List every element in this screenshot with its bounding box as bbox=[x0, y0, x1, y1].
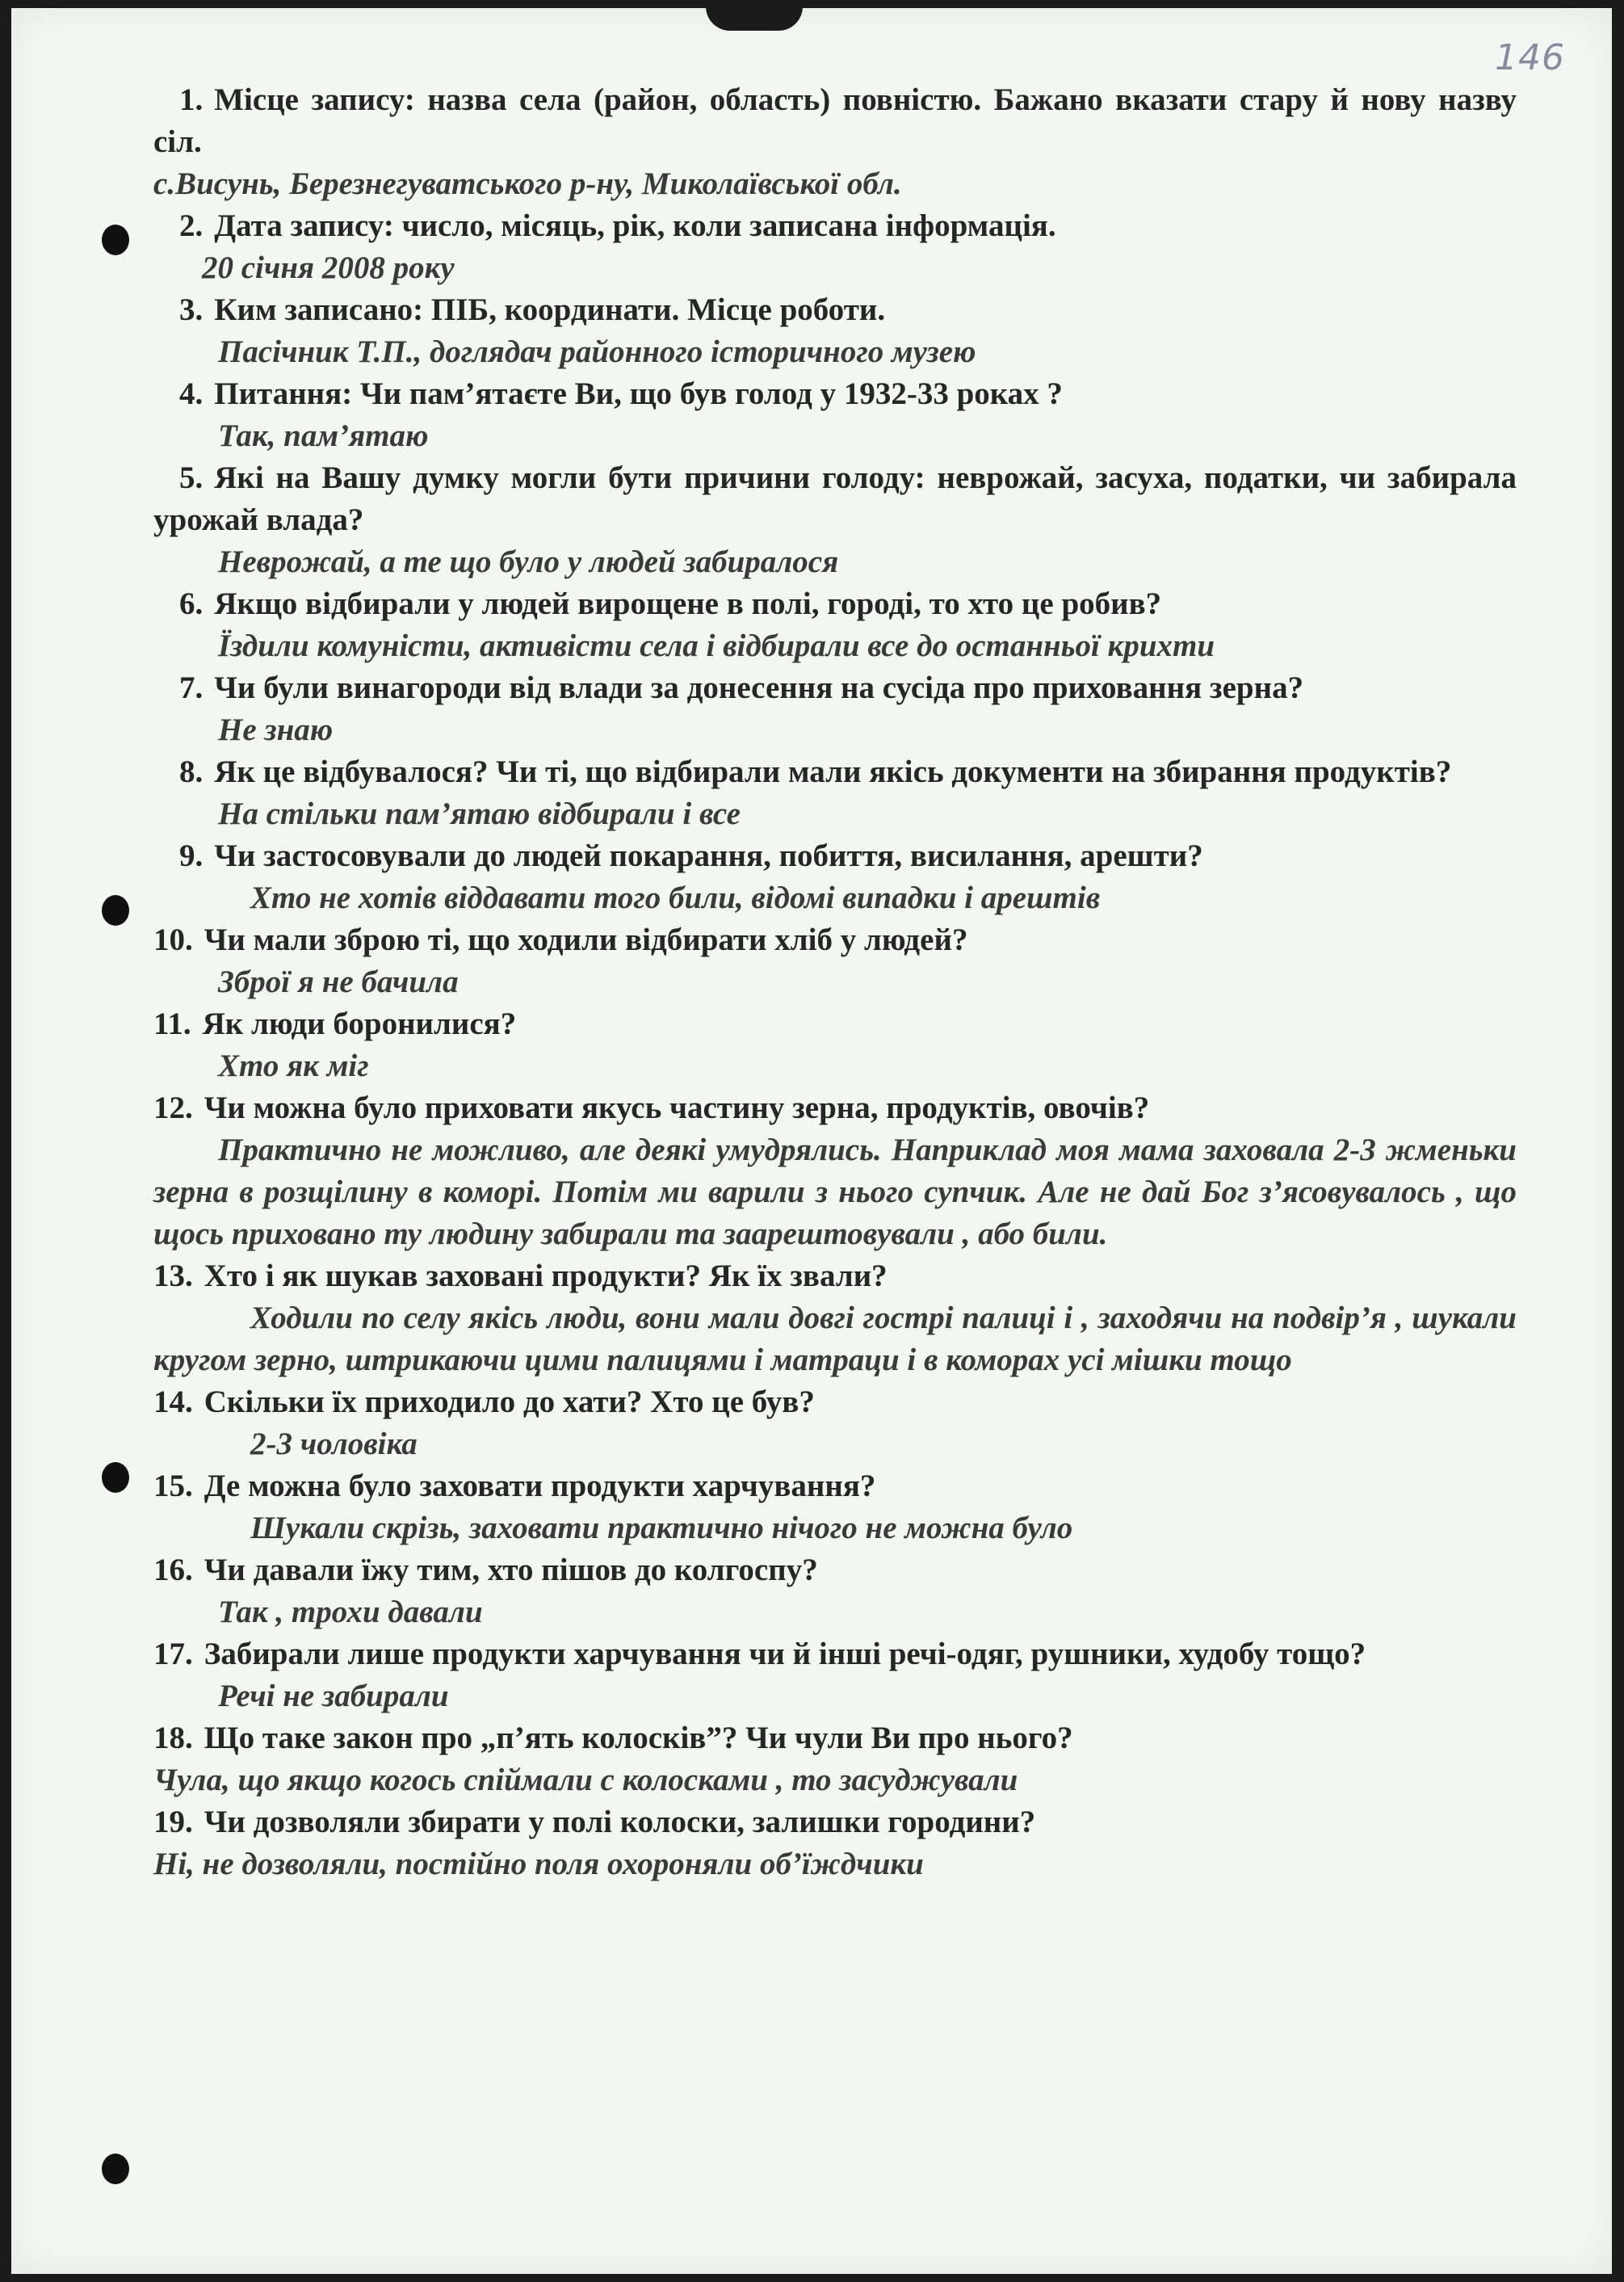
answer: Хто як міг bbox=[218, 1049, 369, 1083]
question: 10. Чи мали зброю ті, що ходили відбирати хліб у людей? bbox=[153, 922, 968, 957]
question: 17. Забирали лише продукти харчування чи й інші речі-одяг, рушники, худобу тощо? bbox=[153, 1637, 1366, 1671]
answer: 2-3 чоловіка bbox=[250, 1427, 418, 1461]
answer: Практично не можливо, але деякі умудрялись. Наприклад моя мама заховала 2-3 жменьки зерна в розщілину в коморі. Потім ми варили з нього супчик. Але не дай Бог з’ясовувалось , що щось приховано ту людину забирали та заарештовували , або били. bbox=[153, 1133, 1517, 1251]
question: 16. Чи давали їжу тим, хто пішов до колгоспу? bbox=[153, 1553, 818, 1587]
answer: Ходили по селу якісь люди, вони мали довгі гострі палиці і , заходячи на подвір’я , шукали кругом зерно, штрикаючи цими палицями і матраци і в коморах усі мішки тощо bbox=[153, 1301, 1517, 1377]
document-page bbox=[11, 8, 1612, 2274]
answer: Пасічник Т.П., доглядач районного історичного музею bbox=[218, 334, 976, 369]
answer: Так , трохи давали bbox=[218, 1595, 483, 1629]
answer: Їздили комуністи, активісти села і відбирали все до останньої крихти bbox=[218, 628, 1215, 663]
question: 13. Хто і як шукав заховані продукти? Як їх звали? bbox=[153, 1259, 888, 1293]
question: 18. Що таке закон про „п’ять колосків”? Чи чули Ви про нього? bbox=[153, 1721, 1073, 1755]
question: 2. Дата запису: число, місяць, рік, коли записана інформація. bbox=[179, 208, 1056, 243]
question: 12. Чи можна було приховати якусь частину зерна, продуктів, овочів? bbox=[153, 1091, 1150, 1125]
answer: Речі не забирали bbox=[218, 1679, 449, 1713]
question: 8. Як це відбувалося? Чи ті, що відбирали мали якісь документи на збирання продуктів? bbox=[179, 754, 1452, 789]
answer: Зброї я не бачила bbox=[218, 964, 459, 999]
question: 9. Чи застосовували до людей покарання, побиття, висилання, арешти? bbox=[179, 838, 1203, 873]
answer: Ні, не дозволяли, постійно поля охороняли об’їждчики bbox=[153, 1847, 924, 1881]
question: 3. Ким записано: ПІБ, координати. Місце роботи. bbox=[179, 292, 886, 327]
question: 6. Якщо відбирали у людей вирощене в полі, городі, то хто це робив? bbox=[179, 586, 1162, 621]
answer: Шукали скрізь, заховати практично нічого не можна було bbox=[250, 1511, 1073, 1545]
page-number: 146 bbox=[1495, 37, 1565, 78]
question: 11. Як люди боронилися? bbox=[153, 1007, 517, 1041]
punch-hole bbox=[102, 2154, 129, 2184]
question: 4. Питання: Чи пам’ятаєте Ви, що був голод у 1932-33 роках ? bbox=[179, 376, 1063, 411]
question: 14. Скільки їх приходило до хати? Хто це був? bbox=[153, 1385, 815, 1419]
answer: Не знаю bbox=[218, 712, 334, 747]
answer: Чула, що якщо когось спіймали с колосками , то засуджували bbox=[153, 1763, 1018, 1797]
question: 15. Де можна було заховати продукти харчування? bbox=[153, 1469, 876, 1503]
answer: Так, пам’ятаю bbox=[218, 418, 429, 453]
questionnaire bbox=[153, 79, 1517, 1885]
answer: 20 січня 2008 року bbox=[202, 250, 455, 285]
question: 19. Чи дозволяли збирати у полі колоски, залишки городини? bbox=[153, 1805, 1036, 1839]
question: 5. Які на Вашу думку могли бути причини голоду: неврожай, засуха, податки, чи забирала урожай влада? bbox=[153, 460, 1517, 537]
question: 7. Чи були винагороди від влади за донесення на сусіда про приховання зерна? bbox=[179, 670, 1304, 705]
answer: На стільки пам’ятаю відбирали і все bbox=[218, 796, 741, 831]
answer: с.Висунь, Березнегуватського р-ну, Миколаївської обл. bbox=[153, 166, 902, 201]
question: 1. Місце запису: назва села (район, область) повністю. Бажано вказати стару й нову назву сіл. bbox=[153, 82, 1517, 159]
answer: Неврожай, а те що було у людей забиралося bbox=[218, 544, 839, 579]
answer: Хто не хотів віддавати того били, відомі випадки і арештів bbox=[250, 880, 1101, 915]
punch-hole bbox=[102, 1462, 129, 1493]
page-notch bbox=[706, 6, 803, 31]
punch-hole bbox=[102, 895, 129, 926]
punch-hole bbox=[102, 225, 129, 255]
